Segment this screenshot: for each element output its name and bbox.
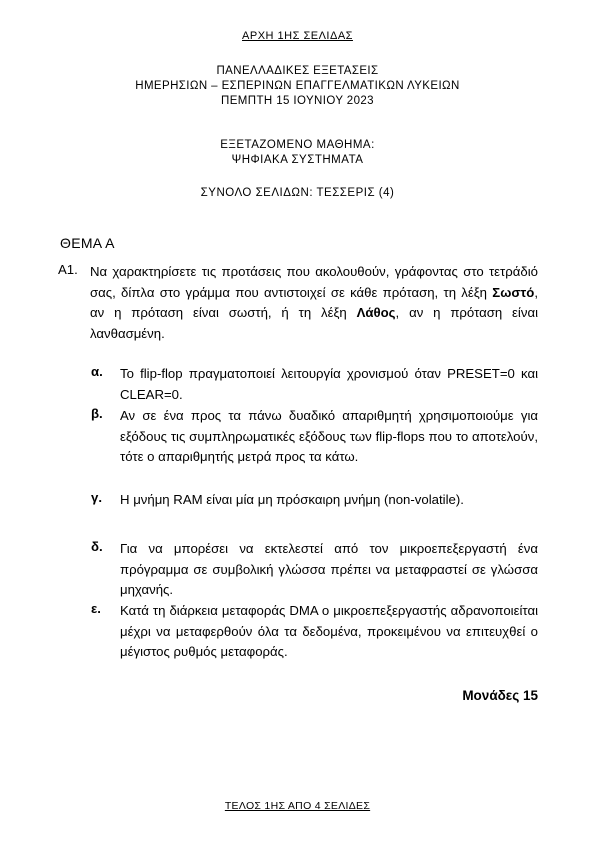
item-letter: δ. [91, 539, 103, 554]
subject-line: ΕΞΕΤΑΖΟΜΕΝΟ ΜΑΘΗΜΑ: [220, 139, 375, 151]
item-text: Κατά τη διάρκεια μεταφοράς DMA ο μικροεπεξεργαστής αδρανοποιείται μέχρι να μεταφερθούν όλα τα δεδομένα, προκειμένου να επιτευχθεί ο μέγιστος ρυθμός μεταφοράς. [120, 603, 538, 659]
subject-block [0, 138, 595, 168]
intro-keyword-correct: Σωστό [492, 284, 535, 300]
item-letter: α. [91, 364, 103, 379]
item-letter: γ. [91, 490, 102, 505]
question-intro [90, 262, 538, 344]
theme-heading: ΘΕΜΑ Α [60, 235, 115, 251]
exam-title-line: ΠΑΝΕΛΛΑΔΙΚΕΣ ΕΞΕΤΑΣΕΙΣ [216, 65, 379, 77]
item-text: Για να μπορέσει να εκτελεστεί από τον μικροεπεξεργαστή ένα πρόγραμμα σε συμβολική γλώσσα πρέπει να μεταφραστεί σε γλώσσα μηχανής. [120, 541, 538, 597]
exam-title-block [0, 64, 595, 109]
item-letter: ε. [91, 601, 101, 616]
intro-text: Να χαρακτηρίσετε τις προτάσεις που ακολουθούν, γράφοντας στο τετράδιό σας, δίπλα στο γράμμα που αντιστοιχεί σε κάθε πρόταση, τη λέξη [90, 264, 538, 300]
page-start-mark: ΑΡΧΗ 1ΗΣ ΣΕΛΙΔΑΣ [242, 30, 353, 42]
intro-text: , αν η πρόταση είναι λανθασμένη. [90, 305, 539, 341]
page-count: ΣΥΝΟΛΟ ΣΕΛΙΔΩΝ: ΤΕΣΣΕΡΙΣ (4) [200, 187, 395, 199]
intro-text: , αν η πρόταση είναι σωστή, ή τη λέξη [90, 284, 538, 320]
item-text: Η μνήμη RAM είναι μία μη πρόσκαιρη μνήμη (non-volatile). [120, 492, 464, 507]
exam-title-line: ΠΕΜΠΤΗ 15 ΙΟΥΝΙΟΥ 2023 [221, 95, 374, 107]
subject-line: ΨΗΦΙΑΚΑ ΣΥΣΤΗΜΑΤΑ [231, 154, 364, 166]
units-label: Μονάδες 15 [462, 688, 538, 703]
item-text: Το flip-flop πραγματοποιεί λειτουργία χρονισμού όταν PRESET=0 και CLEAR=0. [120, 366, 538, 402]
item-text: Αν σε ένα προς τα πάνω δυαδικό απαριθμητή χρησιμοποιούμε για εξόδους τις συμπληρωματικές εξόδους των flip-flops που το αποτελούν, τότε ο απαριθμητής μετρά προς τα κάτω. [120, 408, 538, 464]
question-number: Α1. [58, 262, 78, 277]
exam-title-line: ΗΜΕΡΗΣΙΩΝ – ΕΣΠΕΡΙΝΩΝ ΕΠΑΓΓΕΛΜΑΤΙΚΩΝ ΛΥΚΕΙΩΝ [135, 80, 460, 92]
page-end-mark: ΤΕΛΟΣ 1ΗΣ ΑΠΟ 4 ΣΕΛΙΔΕΣ [224, 800, 371, 812]
intro-keyword-wrong: Λάθος [356, 305, 396, 320]
item-letter: β. [91, 406, 103, 421]
